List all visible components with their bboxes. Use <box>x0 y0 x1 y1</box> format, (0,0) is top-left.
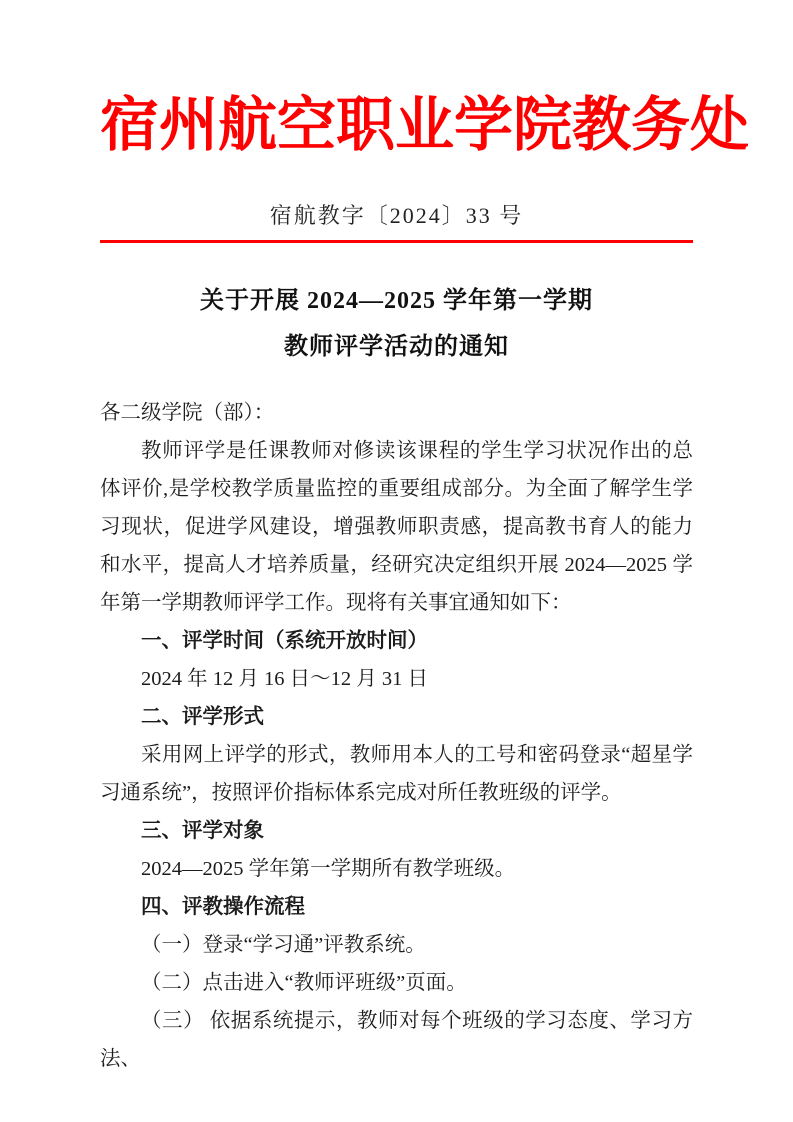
intro-paragraph: 教师评学是任课教师对修读该课程的学生学习状况作出的总体评价,是学校教学质量监控的重要组成部分。为全面了解学生学习现状，促进学风建设，增强教师职责感，提高教书育人的能力和水平，提高人才培养质量，经研究决定组织开展 2024—2025 学年第一学期教师评学工作。现将有关事宜通知如下： <box>100 439 693 614</box>
notice-title-line1: 关于开展 2024—2025 学年第一学期 <box>200 287 593 314</box>
section-3-scope: 2024—2025 学年第一学期所有教学班级。 <box>141 857 516 880</box>
notice-body <box>100 394 693 1078</box>
salutation: 各二级学院（部）： <box>100 401 275 424</box>
section-3-heading: 三、评学对象 <box>141 818 264 842</box>
document-header <box>100 90 750 243</box>
section-1-date-range: 2024 年 12 月 16 日～12 月 31 日 <box>141 667 428 690</box>
procedure-step-3: （三） 依据系统提示，教师对每个班级的学习态度、学习方法、 <box>100 1009 693 1070</box>
section-2-heading: 二、评学形式 <box>141 704 264 728</box>
procedure-step-2: （二）点击进入“教师评班级”页面。 <box>141 971 467 994</box>
section-2-paragraph: 采用网上评学的形式，教师用本人的工号和密码登录“超星学习通系统”，按照评价指标体系完成对所任教班级的评学。 <box>100 743 693 804</box>
document-number: 宿航教字〔2024〕33 号 <box>269 202 524 228</box>
notice-title <box>100 278 693 370</box>
section-1-heading: 一、评学时间（系统开放时间） <box>141 628 428 652</box>
issuing-agency-title: 宿州航空职业学院教务处 <box>100 92 750 158</box>
notice-title-line2: 教师评学活动的通知 <box>284 333 509 360</box>
header-divider-line <box>100 240 693 243</box>
section-4-heading: 四、评教操作流程 <box>141 894 305 918</box>
procedure-step-1: （一）登录“学习通”评教系统。 <box>141 933 426 956</box>
